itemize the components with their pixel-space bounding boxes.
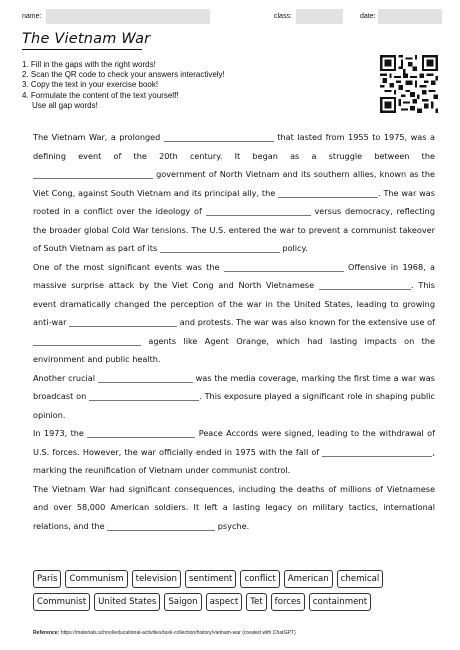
text-segment: The Vietnam War, a prolonged bbox=[33, 132, 161, 142]
word-bank-row bbox=[33, 570, 433, 588]
name-label: name: bbox=[22, 13, 42, 20]
reference-link[interactable]: https://materials.school/educational-activities/task-collection/history/vietnam-war (created with ChatGPT) bbox=[60, 630, 296, 636]
paragraph bbox=[33, 424, 435, 480]
text-segment: that lasted from 1955 to 1975, was a defining event of the 20th century. It began as a struggle between the bbox=[33, 132, 435, 161]
date-label: date: bbox=[360, 13, 376, 20]
gap-field[interactable] bbox=[107, 521, 215, 531]
instruction-item: Use all gap words! bbox=[32, 100, 98, 110]
instruction-item: 4. Formulate the content of the text yourself! bbox=[22, 90, 179, 100]
text-segment: government of North Vietnam and its southern allies, known as the Viet Cong, against South Vietnam and its principal ally, the bbox=[33, 169, 435, 198]
qr-code-icon[interactable] bbox=[380, 55, 438, 113]
gap-field[interactable] bbox=[89, 391, 199, 401]
gap-field[interactable] bbox=[319, 280, 411, 290]
word-chip[interactable]: aspect bbox=[206, 593, 243, 611]
text-segment: versus democracy, reflecting the broader global Cold War tensions. The U.S. entered the war to prevent a communist takeover of South Vietnam as part of its bbox=[33, 206, 435, 253]
text-segment: Another crucial bbox=[33, 372, 96, 383]
gap-field[interactable] bbox=[98, 373, 193, 383]
gap-field[interactable] bbox=[164, 132, 274, 142]
word-bank-row bbox=[33, 593, 433, 611]
gap-field[interactable] bbox=[33, 336, 141, 346]
text-segment: Offensive in 1968, a massive surprise attack by the Viet Cong and North Vietnamese bbox=[33, 261, 435, 290]
text-segment: policy. bbox=[282, 243, 308, 253]
word-bank bbox=[33, 570, 433, 616]
gap-field[interactable] bbox=[206, 206, 311, 216]
page-title: The Vietnam War bbox=[22, 31, 151, 47]
text-segment: The Vietnam War had significant consequences, including the deaths of millions of Vietnamese and over 58,000 American soldiers. It left a lasting legacy on military tactics, international relations, and the bbox=[33, 483, 435, 531]
text-segment: . bbox=[410, 280, 414, 290]
reference-line bbox=[33, 630, 296, 636]
gap-field[interactable] bbox=[33, 169, 153, 179]
word-chip[interactable]: television bbox=[132, 570, 181, 588]
class-label: class: bbox=[274, 13, 292, 20]
paragraph bbox=[33, 369, 435, 425]
text-segment: The war was rooted in a conflict over the ideology of bbox=[33, 187, 435, 216]
class-field[interactable] bbox=[296, 9, 343, 24]
text-segment: . This exposure played a significant role in shaping public opinion. bbox=[33, 391, 435, 420]
word-chip[interactable]: Communism bbox=[65, 570, 127, 588]
gap-field[interactable] bbox=[160, 243, 280, 253]
name-field[interactable] bbox=[46, 9, 210, 24]
text-segment: , marking the reunification of Vietnam under communist control. bbox=[33, 446, 435, 475]
worksheet-header bbox=[22, 9, 442, 25]
text-segment: psyche. bbox=[217, 520, 250, 531]
instruction-item: 2. Scan the QR code to check your answers interactively! bbox=[22, 70, 225, 80]
word-chip[interactable]: Communist bbox=[33, 593, 90, 611]
paragraph bbox=[33, 128, 435, 258]
word-chip[interactable]: containment bbox=[309, 593, 371, 611]
gap-field[interactable] bbox=[69, 317, 177, 327]
gap-text bbox=[33, 128, 435, 535]
date-field[interactable] bbox=[378, 9, 442, 24]
text-segment: was the media coverage, marking the first time a war was broadcast on bbox=[33, 372, 435, 401]
instruction-item: 3. Copy the text in your exercise book! bbox=[22, 80, 159, 90]
text-segment: and protests. The war was also known for the extensive use of bbox=[179, 317, 435, 327]
gap-field[interactable] bbox=[322, 447, 432, 457]
gap-field[interactable] bbox=[278, 188, 378, 198]
text-segment: agents like Agent Orange, which had lasting impacts on the environment and public health. bbox=[33, 335, 435, 364]
word-chip[interactable]: Tet bbox=[246, 593, 266, 611]
text-segment: This event dramatically changed the perception of the war in the United States, leading to growing anti-war bbox=[33, 280, 436, 327]
text-segment: In 1973, the bbox=[33, 428, 84, 438]
reference-label: Reference: bbox=[33, 630, 60, 636]
text-segment: One of the most significant events was the bbox=[33, 261, 220, 272]
text-segment: Peace Accords were signed, leading to the withdrawal of U.S. forces. However, the war officially ended in 1975 with the fall of bbox=[33, 428, 435, 457]
paragraph bbox=[33, 480, 435, 536]
instructions-list bbox=[22, 60, 362, 111]
gap-field[interactable] bbox=[224, 262, 344, 272]
paragraph bbox=[33, 258, 435, 369]
word-chip[interactable]: United States bbox=[94, 593, 160, 611]
word-chip[interactable]: conflict bbox=[240, 570, 279, 588]
word-chip[interactable]: Saigon bbox=[164, 593, 201, 611]
word-chip[interactable]: Paris bbox=[33, 570, 61, 588]
word-chip[interactable]: forces bbox=[271, 593, 305, 611]
word-chip[interactable]: American bbox=[284, 570, 333, 588]
word-chip[interactable]: sentiment bbox=[185, 570, 236, 588]
gap-field[interactable] bbox=[87, 428, 195, 438]
text-segment: . bbox=[378, 187, 381, 198]
title-underline bbox=[22, 49, 142, 50]
instruction-item: 1. Fill in the gaps with the right words! bbox=[22, 60, 156, 69]
word-chip[interactable]: chemical bbox=[337, 570, 384, 588]
